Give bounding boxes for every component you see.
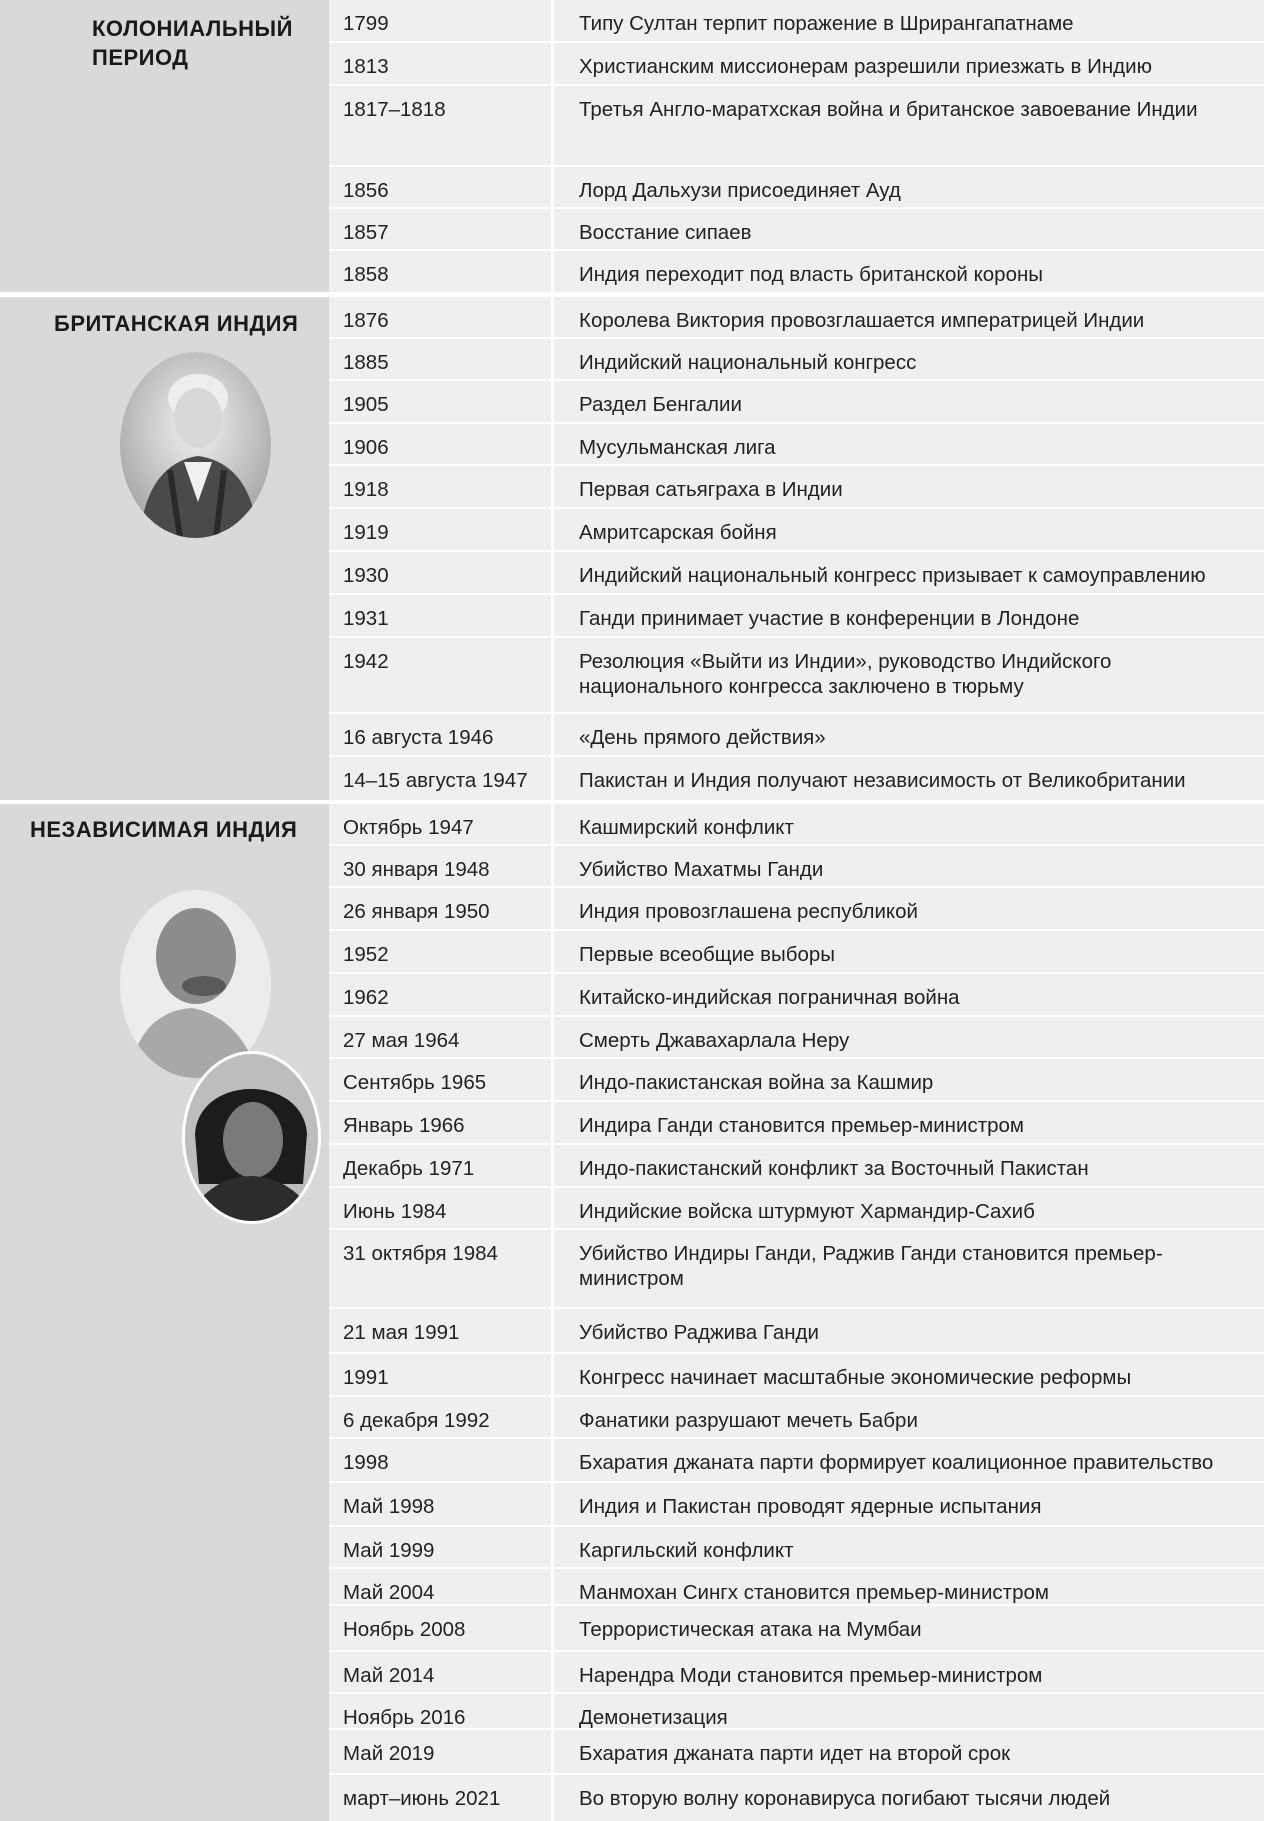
table-row bbox=[329, 1397, 1264, 1437]
event-text: Третья Англо-маратхская война и британское завоевание Индии bbox=[579, 98, 1198, 121]
table-row bbox=[329, 381, 1264, 422]
date-text: 1931 bbox=[343, 607, 389, 630]
section-title-line: ПЕРИОД bbox=[92, 45, 189, 70]
event-cell bbox=[554, 1145, 1264, 1186]
table-row bbox=[329, 43, 1264, 84]
date-cell bbox=[329, 339, 551, 379]
table-row bbox=[329, 0, 1264, 41]
date-text: 1942 bbox=[343, 650, 389, 673]
date-text: Май 1999 bbox=[343, 1539, 435, 1562]
section-colonial bbox=[0, 0, 329, 292]
table-row bbox=[329, 251, 1264, 292]
date-cell bbox=[329, 1354, 551, 1395]
date-cell bbox=[329, 757, 551, 800]
date-text: Май 2014 bbox=[343, 1664, 435, 1687]
table-row bbox=[329, 1606, 1264, 1650]
event-cell bbox=[554, 0, 1264, 41]
date-text: 1876 bbox=[343, 309, 389, 332]
event-cell bbox=[554, 251, 1264, 292]
date-cell bbox=[329, 43, 551, 84]
date-text: Январь 1966 bbox=[343, 1114, 465, 1137]
event-cell bbox=[554, 1439, 1264, 1481]
table-row bbox=[329, 1527, 1264, 1567]
date-text: 1952 bbox=[343, 943, 389, 966]
event-text: Кашмирский конфликт bbox=[579, 816, 794, 839]
event-cell bbox=[554, 86, 1264, 165]
date-cell bbox=[329, 0, 551, 41]
event-text: Убийство Махатмы Ганди bbox=[579, 858, 824, 881]
event-cell bbox=[554, 339, 1264, 379]
event-text: Амритсарская бойня bbox=[579, 521, 777, 544]
event-cell bbox=[554, 43, 1264, 84]
event-cell bbox=[554, 509, 1264, 550]
date-cell bbox=[329, 846, 551, 886]
date-cell bbox=[329, 424, 551, 464]
event-text: Типу Султан терпит поражение в Шрирангапатнаме bbox=[579, 12, 1074, 35]
event-text: Индийский национальный конгресс bbox=[579, 351, 917, 374]
table-row bbox=[329, 424, 1264, 464]
table-row bbox=[329, 757, 1264, 800]
date-text: 14–15 августа 1947 bbox=[343, 769, 528, 792]
table-row bbox=[329, 1102, 1264, 1143]
table-row bbox=[329, 509, 1264, 550]
portrait-of-mahatma-gandhi bbox=[120, 890, 271, 1078]
event-cell bbox=[554, 1230, 1264, 1307]
event-text: Резолюция «Выйти из Индии», руководство Индийского национального конгресса заключено в тюрьму bbox=[579, 650, 1112, 698]
table-row bbox=[329, 804, 1264, 844]
event-cell bbox=[554, 1059, 1264, 1100]
date-text: Ноябрь 2008 bbox=[343, 1618, 466, 1641]
event-cell bbox=[554, 466, 1264, 507]
event-text: Мусульманская лига bbox=[579, 436, 776, 459]
date-text: 16 августа 1946 bbox=[343, 726, 494, 749]
event-cell bbox=[554, 804, 1264, 844]
event-cell bbox=[554, 1730, 1264, 1773]
date-text: 1905 bbox=[343, 393, 389, 416]
date-cell bbox=[329, 209, 551, 249]
event-text: Индо-пакистанская война за Кашмир bbox=[579, 1071, 934, 1094]
event-cell bbox=[554, 1694, 1264, 1728]
table-row bbox=[329, 1188, 1264, 1228]
timeline-table bbox=[329, 0, 1264, 1821]
event-text: Восстание сипаев bbox=[579, 221, 752, 244]
event-text: Бхаратия джаната парти формирует коалиционное правительство bbox=[579, 1451, 1214, 1474]
table-row bbox=[329, 888, 1264, 929]
date-cell bbox=[329, 1145, 551, 1186]
table-row bbox=[329, 1354, 1264, 1395]
event-cell bbox=[554, 1017, 1264, 1057]
date-text: 30 января 1948 bbox=[343, 858, 490, 881]
table-row bbox=[329, 1569, 1264, 1604]
table-row bbox=[329, 167, 1264, 207]
date-cell bbox=[329, 466, 551, 507]
portrait-image bbox=[185, 1054, 318, 1221]
portrait-image bbox=[120, 352, 271, 538]
date-text: 1991 bbox=[343, 1366, 389, 1389]
date-cell bbox=[329, 1483, 551, 1525]
portrait-of-indira-gandhi bbox=[182, 1051, 321, 1224]
date-text: 6 декабря 1992 bbox=[343, 1409, 490, 1432]
event-cell bbox=[554, 552, 1264, 593]
date-cell bbox=[329, 1397, 551, 1437]
section-title-colonial bbox=[92, 14, 293, 72]
table-row bbox=[329, 1694, 1264, 1728]
table-row bbox=[329, 1775, 1264, 1821]
event-text: Манмохан Сингх становится премьер-министром bbox=[579, 1581, 1049, 1604]
table-row bbox=[329, 552, 1264, 593]
date-text: 1799 bbox=[343, 12, 389, 35]
date-cell bbox=[329, 251, 551, 292]
date-cell bbox=[329, 1694, 551, 1728]
table-row bbox=[329, 1483, 1264, 1525]
date-text: Июнь 1984 bbox=[343, 1200, 447, 1223]
date-text: 1918 bbox=[343, 478, 389, 501]
date-cell bbox=[329, 1017, 551, 1057]
event-cell bbox=[554, 888, 1264, 929]
event-text: Китайско-индийская пограничная война bbox=[579, 986, 960, 1009]
event-text: Первые всеобщие выборы bbox=[579, 943, 836, 966]
table-row bbox=[329, 595, 1264, 636]
date-text: 1962 bbox=[343, 986, 389, 1009]
section-british-india bbox=[0, 297, 329, 800]
date-text: Май 2004 bbox=[343, 1581, 435, 1604]
date-text: 21 мая 1991 bbox=[343, 1321, 460, 1344]
portrait-of-man-in-18th-century-military-coat bbox=[120, 352, 271, 538]
event-cell bbox=[554, 167, 1264, 207]
section-independent-india bbox=[0, 804, 329, 1821]
table-row bbox=[329, 1439, 1264, 1481]
date-text: 26 января 1950 bbox=[343, 900, 490, 923]
date-text: 1906 bbox=[343, 436, 389, 459]
date-text: Сентябрь 1965 bbox=[343, 1071, 487, 1094]
date-cell bbox=[329, 381, 551, 422]
table-row bbox=[329, 974, 1264, 1015]
event-cell bbox=[554, 1102, 1264, 1143]
date-cell bbox=[329, 804, 551, 844]
table-row bbox=[329, 86, 1264, 165]
table-row bbox=[329, 1017, 1264, 1057]
table-row bbox=[329, 1652, 1264, 1692]
event-text: Индия провозглашена республикой bbox=[579, 900, 918, 923]
date-text: Май 1998 bbox=[343, 1495, 435, 1518]
event-text: Террористическая атака на Мумбаи bbox=[579, 1618, 922, 1641]
event-cell bbox=[554, 974, 1264, 1015]
event-cell bbox=[554, 714, 1264, 755]
date-text: Октябрь 1947 bbox=[343, 816, 474, 839]
event-cell bbox=[554, 638, 1264, 712]
table-row bbox=[329, 846, 1264, 886]
date-cell bbox=[329, 1606, 551, 1650]
date-cell bbox=[329, 1730, 551, 1773]
event-cell bbox=[554, 297, 1264, 337]
section-title-british-india: БРИТАНСКАЯ ИНДИЯ bbox=[54, 311, 299, 336]
event-text: Во вторую волну коронавируса погибают тысячи людей bbox=[579, 1787, 1111, 1810]
event-text: Индира Ганди становится премьер-министром bbox=[579, 1114, 1024, 1137]
date-cell bbox=[329, 1439, 551, 1481]
event-cell bbox=[554, 1775, 1264, 1821]
event-cell bbox=[554, 595, 1264, 636]
date-cell bbox=[329, 1059, 551, 1100]
event-text: Убийство Раджива Ганди bbox=[579, 1321, 819, 1344]
event-text: Королева Виктория провозглашается императрицей Индии bbox=[579, 309, 1145, 332]
date-cell bbox=[329, 1775, 551, 1821]
date-text: 1858 bbox=[343, 263, 389, 286]
date-text: 1857 bbox=[343, 221, 389, 244]
event-text: Индийский национальный конгресс призывает к самоуправлению bbox=[579, 564, 1206, 587]
event-cell bbox=[554, 1606, 1264, 1650]
date-text: 27 мая 1964 bbox=[343, 1029, 460, 1052]
event-text: Нарендра Моди становится премьер-министром bbox=[579, 1664, 1043, 1687]
period-column bbox=[0, 0, 329, 1821]
table-row bbox=[329, 339, 1264, 379]
event-cell bbox=[554, 1483, 1264, 1525]
event-text: Первая сатьяграха в Индии bbox=[579, 478, 843, 501]
date-cell bbox=[329, 1102, 551, 1143]
date-cell bbox=[329, 1309, 551, 1352]
event-text: Фанатики разрушают мечеть Бабри bbox=[579, 1409, 918, 1432]
event-cell bbox=[554, 209, 1264, 249]
date-cell bbox=[329, 931, 551, 972]
event-text: «День прямого действия» bbox=[579, 726, 826, 749]
date-text: Ноябрь 2016 bbox=[343, 1706, 466, 1729]
date-cell bbox=[329, 1188, 551, 1228]
event-text: Конгресс начинает масштабные экономические реформы bbox=[579, 1366, 1132, 1389]
portrait-image bbox=[120, 890, 271, 1078]
date-text: 1813 bbox=[343, 55, 389, 78]
event-cell bbox=[554, 1309, 1264, 1352]
date-text: 1856 bbox=[343, 179, 389, 202]
table-row bbox=[329, 638, 1264, 712]
table-row bbox=[329, 1230, 1264, 1307]
event-cell bbox=[554, 846, 1264, 886]
event-text: Индо-пакистанский конфликт за Восточный Пакистан bbox=[579, 1157, 1089, 1180]
table-row bbox=[329, 931, 1264, 972]
event-text: Пакистан и Индия получают независимость от Великобритании bbox=[579, 769, 1186, 792]
event-cell bbox=[554, 1397, 1264, 1437]
date-cell bbox=[329, 1527, 551, 1567]
event-cell bbox=[554, 1652, 1264, 1692]
date-text: март–июнь 2021 bbox=[343, 1787, 501, 1810]
date-text: 1817–1818 bbox=[343, 98, 446, 121]
date-cell bbox=[329, 595, 551, 636]
date-cell bbox=[329, 86, 551, 165]
date-cell bbox=[329, 888, 551, 929]
event-text: Христианским миссионерам разрешили приезжать в Индию bbox=[579, 55, 1152, 78]
event-cell bbox=[554, 1188, 1264, 1228]
date-text: Май 2019 bbox=[343, 1742, 435, 1765]
date-text: Декабрь 1971 bbox=[343, 1157, 475, 1180]
date-cell bbox=[329, 552, 551, 593]
date-text: 1930 bbox=[343, 564, 389, 587]
event-text: Каргильский конфликт bbox=[579, 1539, 794, 1562]
table-row bbox=[329, 466, 1264, 507]
event-text: Раздел Бенгалии bbox=[579, 393, 742, 416]
date-cell bbox=[329, 509, 551, 550]
event-cell bbox=[554, 1569, 1264, 1604]
event-text: Индия переходит под власть британской короны bbox=[579, 263, 1044, 286]
date-cell bbox=[329, 1569, 551, 1604]
date-text: 1919 bbox=[343, 521, 389, 544]
table-row bbox=[329, 1309, 1264, 1352]
event-cell bbox=[554, 1354, 1264, 1395]
date-text: 31 октября 1984 bbox=[343, 1242, 498, 1265]
table-row bbox=[329, 1059, 1264, 1100]
date-cell bbox=[329, 974, 551, 1015]
section-title-independent-india: НЕЗАВИСИМАЯ ИНДИЯ bbox=[30, 817, 298, 842]
date-cell bbox=[329, 167, 551, 207]
date-cell bbox=[329, 1652, 551, 1692]
event-cell bbox=[554, 424, 1264, 464]
section-title-line: КОЛОНИАЛЬНЫЙ bbox=[92, 16, 293, 41]
event-cell bbox=[554, 757, 1264, 800]
table-row bbox=[329, 714, 1264, 755]
date-cell bbox=[329, 1230, 551, 1307]
event-text: Индийские войска штурмуют Хармандир-Сахиб bbox=[579, 1200, 1035, 1223]
event-cell bbox=[554, 381, 1264, 422]
table-row bbox=[329, 209, 1264, 249]
date-text: 1998 bbox=[343, 1451, 389, 1474]
event-text: Убийство Индиры Ганди, Раджив Ганди становится премьер-министром bbox=[579, 1242, 1163, 1290]
event-text: Смерть Джавахарлала Неру bbox=[579, 1029, 850, 1052]
event-text: Бхаратия джаната парти идет на второй срок bbox=[579, 1742, 1011, 1765]
event-text: Демонетизация bbox=[579, 1706, 728, 1729]
date-cell bbox=[329, 297, 551, 337]
event-cell bbox=[554, 1527, 1264, 1567]
event-text: Ганди принимает участие в конференции в Лондоне bbox=[579, 607, 1080, 630]
date-cell bbox=[329, 638, 551, 712]
date-cell bbox=[329, 714, 551, 755]
table-row bbox=[329, 1145, 1264, 1186]
table-row bbox=[329, 297, 1264, 337]
table-row bbox=[329, 1730, 1264, 1773]
event-cell bbox=[554, 931, 1264, 972]
event-text: Лорд Дальхузи присоединяет Ауд bbox=[579, 179, 901, 202]
event-text: Индия и Пакистан проводят ядерные испытания bbox=[579, 1495, 1042, 1518]
date-text: 1885 bbox=[343, 351, 389, 374]
